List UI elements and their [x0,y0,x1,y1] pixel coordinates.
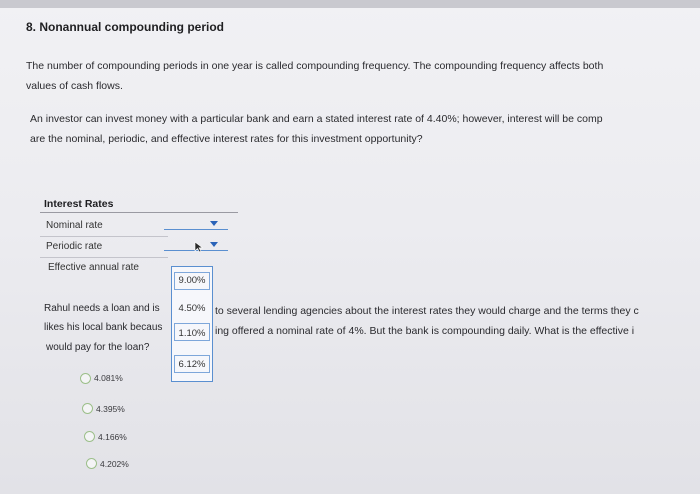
question-heading: 8. Nonannual compounding period [26,20,224,34]
dropdown-option[interactable]: 6.12% [178,359,206,370]
rate-dropdown-list[interactable] [171,266,213,382]
radio-button[interactable] [82,403,93,414]
radio-button[interactable] [80,373,91,384]
answer-choice-label: 4.081% [94,373,123,383]
answer-choice-label: 4.395% [96,404,125,414]
table-header-divider [40,212,238,213]
effective-annual-rate-label: Effective annual rate [48,262,139,273]
answer-choice[interactable] [80,372,150,386]
radio-button[interactable] [84,431,95,442]
row-divider [40,257,168,258]
mouse-cursor-icon [194,241,204,253]
answer-choice-label: 4.202% [100,459,129,469]
periodic-rate-label: Periodic rate [46,241,103,252]
row-divider [40,236,168,237]
periodic-rate-select[interactable] [164,237,228,251]
intro-text-line1: The number of compounding periods in one year is called compounding frequency. The compounding frequency affects both [26,60,604,72]
dropdown-option[interactable]: 1.10% [178,328,206,339]
chevron-down-icon [210,221,218,226]
dropdown-option[interactable]: 9.00% [178,275,206,286]
scenario-text-line1: An investor can invest money with a particular bank and earn a stated interest rate of 4.40%; however, interest will be comp [30,113,603,125]
top-divider [0,0,700,8]
scenario-text-line2: are the nominal, periodic, and effective interest rates for this investment opportunity? [30,133,423,145]
loan-text-line1-left: Rahul needs a loan and is [44,303,160,314]
intro-text-line2: values of cash flows. [26,80,123,92]
nominal-rate-label: Nominal rate [46,220,103,231]
loan-text-line2-left: likes his local bank becaus [44,322,163,333]
radio-button[interactable] [86,458,97,469]
loan-text-line3: would pay for the loan? [46,342,150,353]
answer-choice-label: 4.166% [98,432,127,442]
nominal-rate-select[interactable] [164,216,228,230]
dropdown-option[interactable]: 4.50% [178,303,206,314]
interest-rates-header: Interest Rates [44,198,114,210]
chevron-down-icon [210,242,218,247]
select-underline [164,229,228,230]
answer-choice[interactable] [80,402,150,416]
loan-text-line2-right: ing offered a nominal rate of 4%. But the bank is compounding daily. What is the effective i [215,325,635,337]
answer-choice[interactable] [82,430,152,444]
answer-choice[interactable] [84,457,154,471]
loan-text-line1-right: to several lending agencies about the interest rates they would charge and the terms they c [215,305,639,317]
